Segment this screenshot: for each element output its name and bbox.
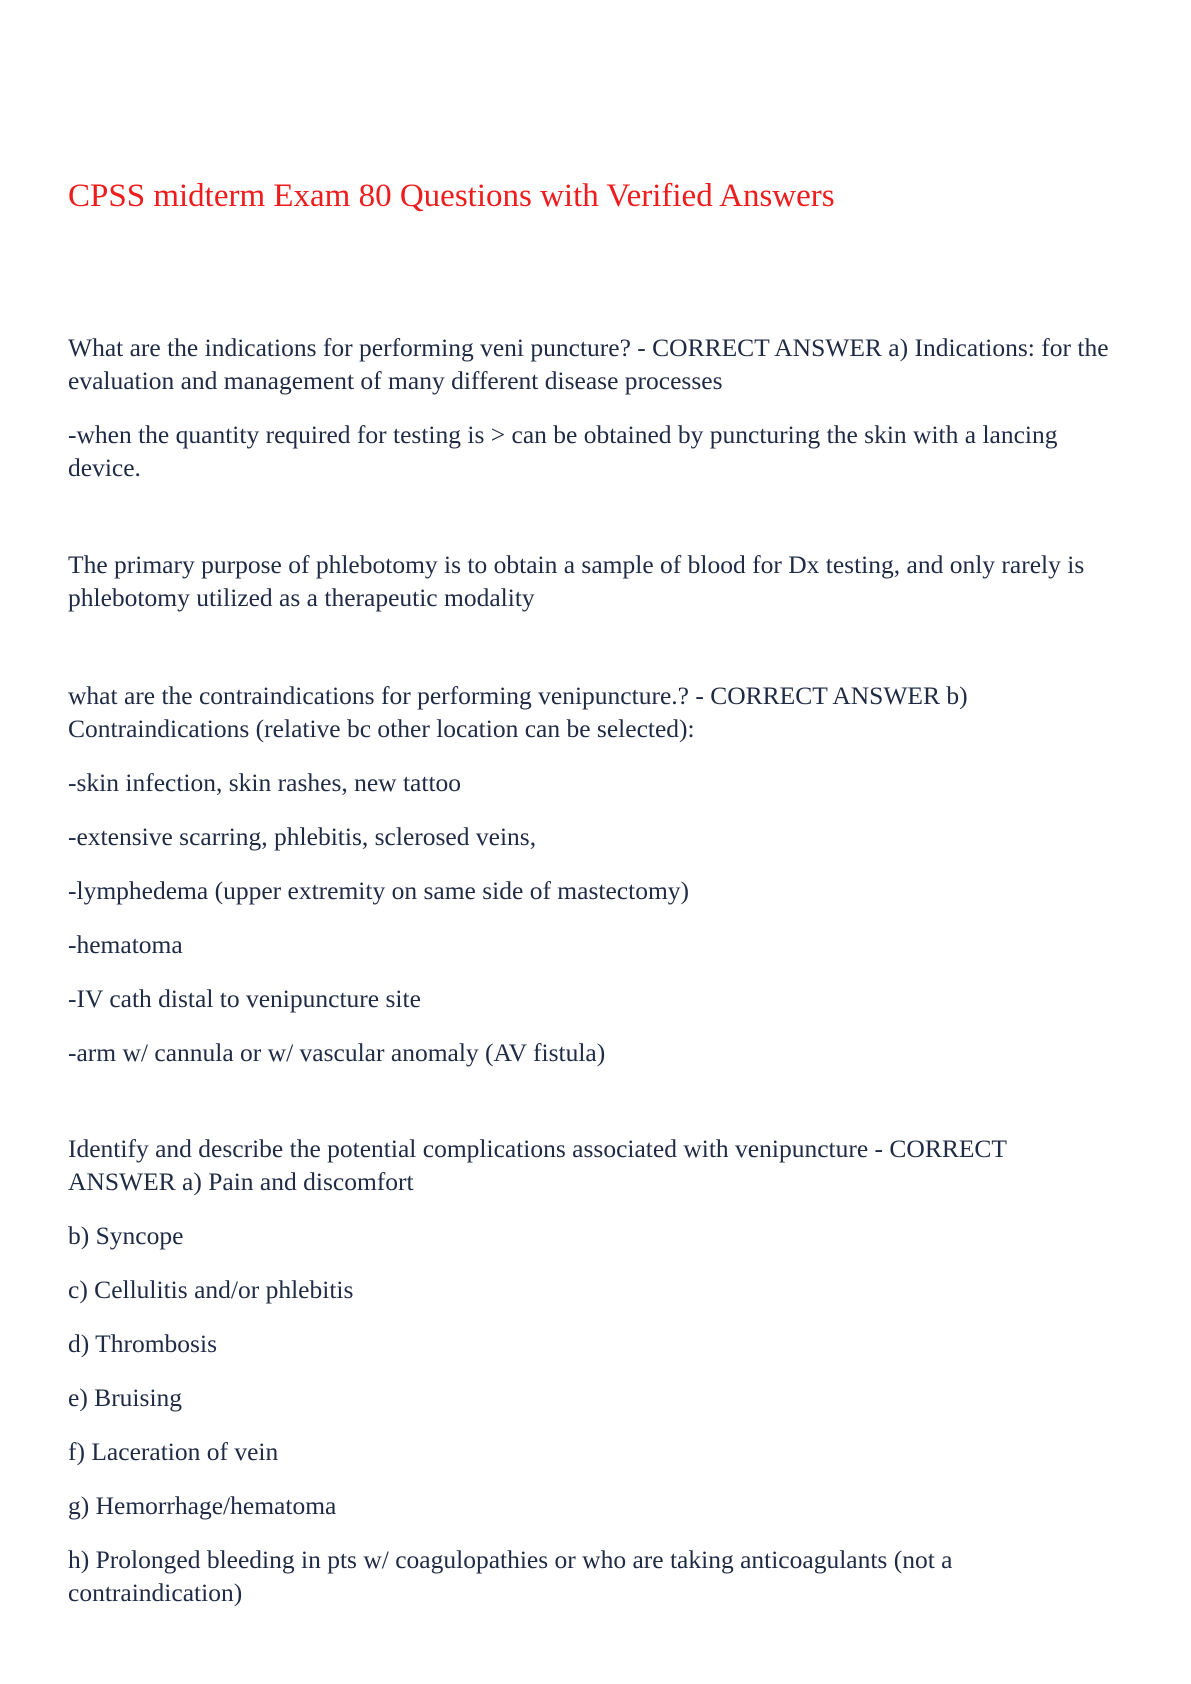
list-item: -lymphedema (upper extremity on same side of mastectomy) (68, 876, 690, 905)
list-item: e) Bruising (68, 1383, 183, 1412)
answer-line: -when the quantity required for testing is > can be obtained by puncturing the skin with a lancing device. (68, 420, 1058, 482)
list-item: d) Thrombosis (68, 1329, 217, 1358)
list-item: c) Cellulitis and/or phlebitis (68, 1275, 354, 1304)
list-item: g) Hemorrhage/hematoma (68, 1491, 337, 1520)
list-item: -extensive scarring, phlebitis, sclerosed veins, (68, 822, 537, 851)
list-item: -skin infection, skin rashes, new tattoo (68, 768, 462, 797)
list-item: f) Laceration of vein (68, 1437, 279, 1466)
question-indications (68, 331, 1118, 484)
question-text: What are the indications for performing veni puncture? - CORRECT ANSWER a) Indications: for the evaluation and management of many different disease processes (68, 333, 1109, 395)
question-text: The primary purpose of phlebotomy is to obtain a sample of blood for Dx testing, and only rarely is phlebotomy utilized as a therapeutic modality (68, 550, 1085, 612)
question-primary-purpose (68, 548, 1118, 614)
question-text: what are the contraindications for performing venipuncture.? - CORRECT ANSWER b) Contraindications (relative bc other location can be selected): (68, 681, 968, 743)
document-title: CPSS midterm Exam 80 Questions with Verified Answers (68, 178, 835, 214)
list-item: b) Syncope (68, 1221, 184, 1250)
list-item: -IV cath distal to venipuncture site (68, 984, 421, 1013)
question-contraindications (68, 679, 1118, 1069)
list-item: -arm w/ cannula or w/ vascular anomaly (AV fistula) (68, 1038, 606, 1067)
question-text: Identify and describe the potential complications associated with venipuncture - CORRECT ANSWER a) Pain and discomfort (68, 1134, 1007, 1196)
list-item: -hematoma (68, 930, 183, 959)
list-item: h) Prolonged bleeding in pts w/ coagulopathies or who are taking anticoagulants (not a contraindication) (68, 1545, 953, 1607)
question-complications (68, 1132, 1118, 1609)
